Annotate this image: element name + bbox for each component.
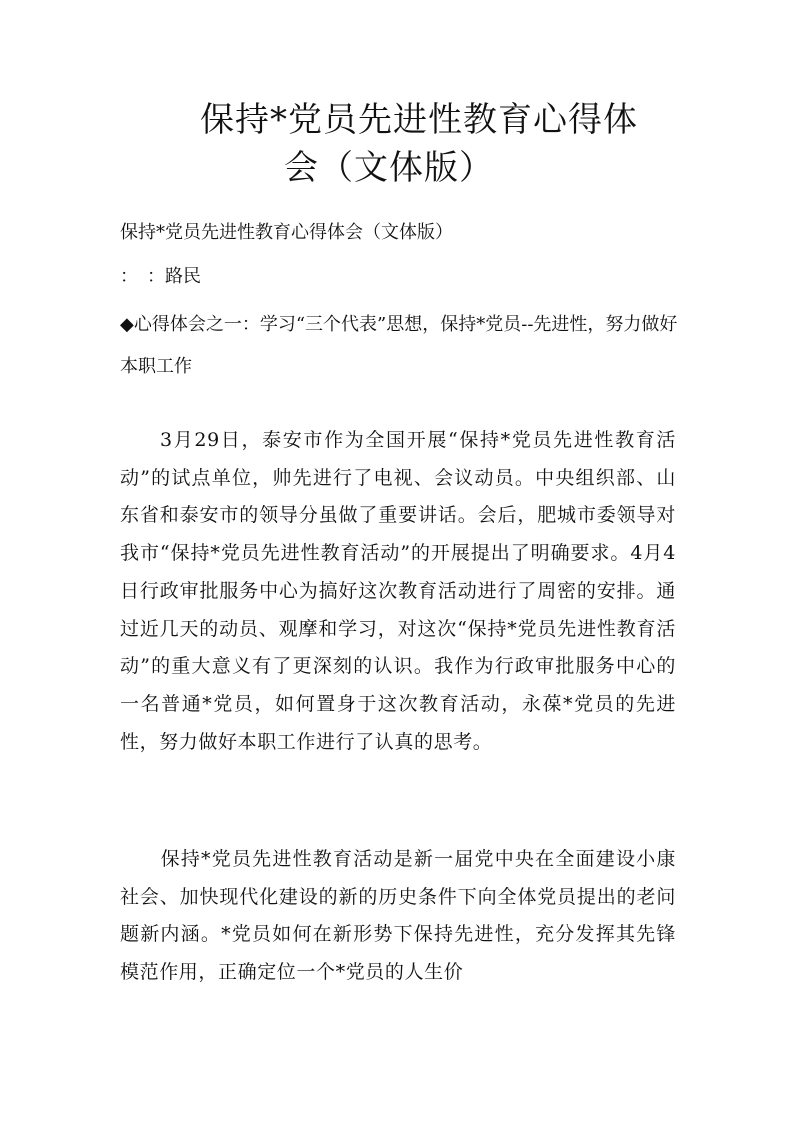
document-title bbox=[200, 96, 720, 192]
paragraph-text: 保持*党员先进性教育活动是新一届党中央在全面建设小康社会、加快现代化建设的新的历史条件下向全体党员提出的老问题新内涵。*党员如何在新形势下保持先进性，充分发挥其先锋模范作用，正确定位一个*党员的人生价 bbox=[120, 848, 676, 984]
title-line-2: 会（文体版） bbox=[284, 148, 494, 188]
title-line-1: 保持*党员先进性教育心得体 bbox=[200, 100, 638, 140]
section-heading: ◆心得体会之一：学习“三个代表”思想，保持*党员--先进性，努力做好本职工作 bbox=[120, 314, 678, 377]
document-subtitle: 保持*党员先进性教育心得体会（文体版） bbox=[120, 222, 453, 243]
author-line: ： ：路民 bbox=[120, 266, 201, 287]
body-paragraph bbox=[120, 422, 676, 761]
body-paragraph bbox=[120, 841, 676, 992]
paragraph-text: 3月29日，泰安市作为全国开展“保持*党员先进性教育活动”的试点单位，帅先进行了电视、会议动员。中央组织部、山东省和泰安市的领导分虽做了重要讲话。会后，肥城市委领导对我市“保持*党员先进性教育活动”的开展提出了明确要求。4月4日行政审批服务中心为搞好这次教育活动进行了周密的安排。通过近几天的动员、观摩和学习，对这次“保持*党员先进性教育活动”的重大意义有了更深刻的认识。我作为行政审批服务中心的一名普通*党员，如何置身于这次教育活动，永葆*党员的先进性，努力做好本职工作进行了认真的思考。 bbox=[120, 429, 676, 753]
